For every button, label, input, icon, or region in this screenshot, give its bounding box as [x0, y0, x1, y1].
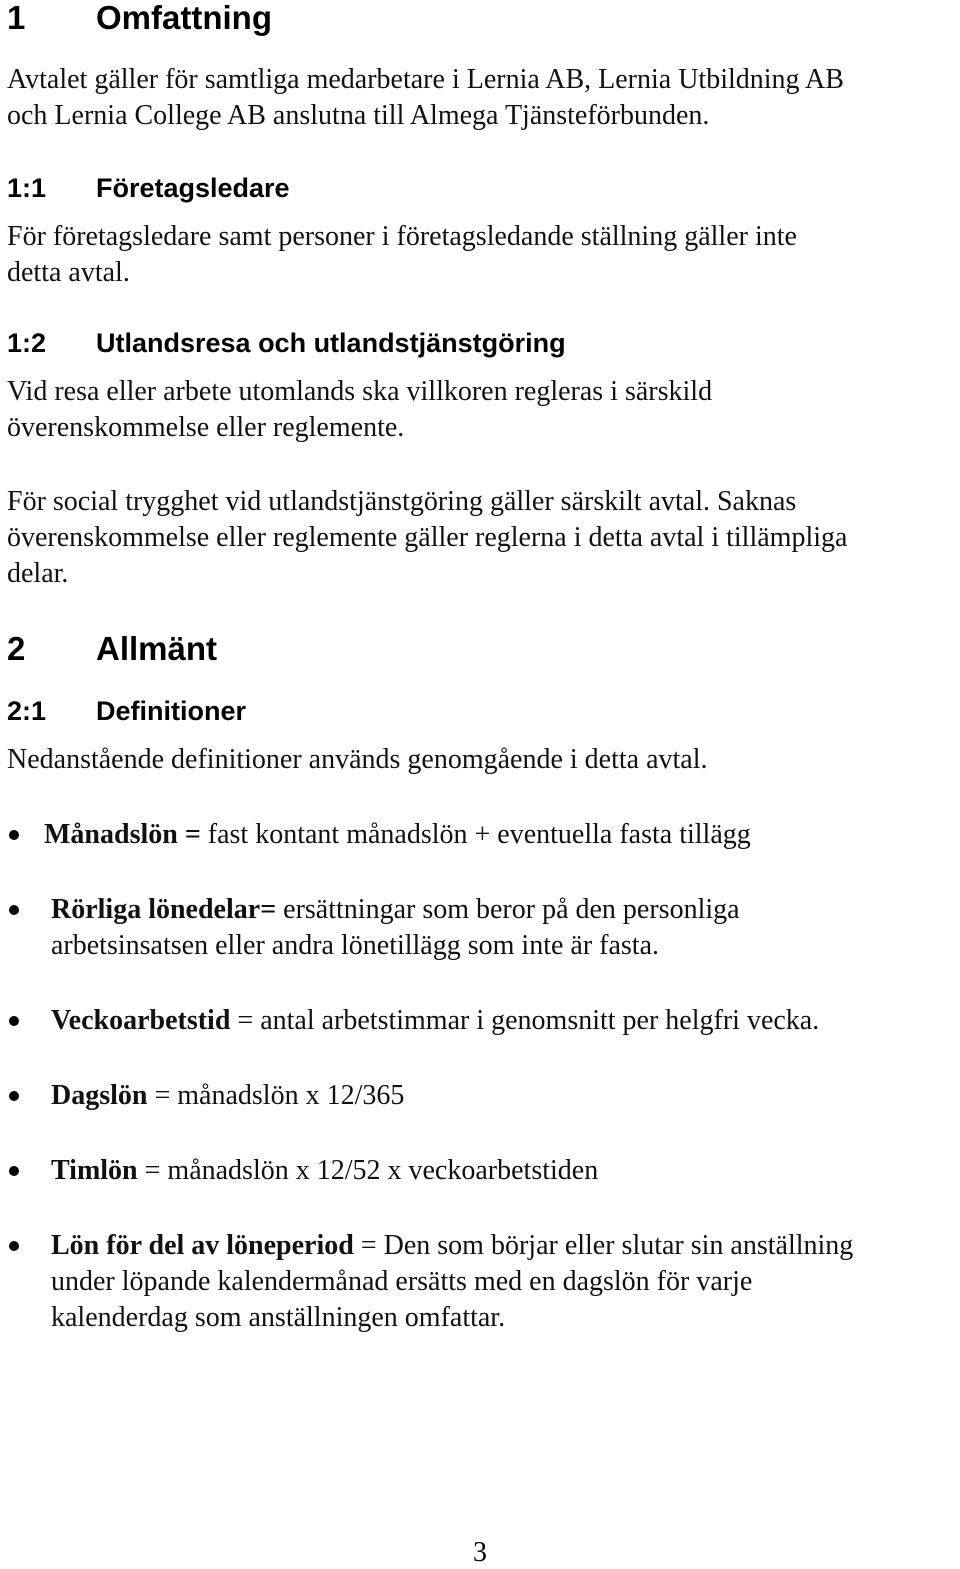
definition-term: Rörliga lönedelar=	[51, 894, 277, 925]
paragraph	[7, 62, 844, 134]
definition-text: kalenderdag som anställningen omfattar.	[51, 1302, 506, 1333]
paragraph	[7, 219, 797, 291]
text-line	[51, 1228, 853, 1264]
section-2-1-heading	[7, 695, 947, 727]
section-title: Omfattning	[96, 0, 272, 36]
list-item	[51, 1228, 853, 1336]
text-line: För social trygghet vid utlandstjänstgöring gäller särskilt avtal. Saknas	[7, 486, 797, 517]
text-line	[51, 1078, 404, 1114]
definition-text: ersättningar som beror på den personliga	[276, 894, 740, 925]
definition-term: Dagslön	[51, 1080, 148, 1111]
section-number: 1:1	[7, 173, 47, 203]
section-number: 2:1	[7, 696, 47, 726]
definition-text: = antal arbetstimmar i genomsnitt per helgfri vecka.	[230, 1005, 820, 1036]
text-line	[51, 1153, 598, 1189]
list-item	[44, 817, 751, 853]
page-number: 3	[473, 1537, 487, 1568]
text-line: detta avtal.	[7, 257, 130, 288]
definition-text: = Den som börjar eller slutar sin anställning	[353, 1230, 854, 1261]
section-1-2-heading	[7, 327, 947, 359]
text-line: och Lernia College AB anslutna till Almega Tjänsteförbunden.	[7, 100, 710, 131]
bullet-icon	[9, 905, 19, 915]
paragraph	[7, 374, 712, 446]
section-number: 2	[7, 630, 26, 667]
section-title: Utlandsresa och utlandstjänstgöring	[96, 328, 566, 358]
bullet-icon	[9, 1091, 19, 1101]
text-line: För företagsledare samt personer i företagsledande ställning gäller inte	[7, 221, 797, 252]
section-title: Företagsledare	[96, 173, 290, 203]
text-line: delar.	[7, 558, 69, 589]
definition-term: Lön för del av löneperiod	[51, 1230, 354, 1261]
definition-text: fast kontant månadslön + eventuella fasta tillägg	[200, 819, 751, 850]
definition-term: Veckoarbetstid	[51, 1005, 231, 1036]
text-line: Nedanstående definitioner används genomgående i detta avtal.	[7, 744, 708, 775]
section-2-heading	[7, 631, 947, 667]
definition-text: = månadslön x 12/365	[147, 1080, 405, 1111]
definition-text: arbetsinsatsen eller andra lönetillägg som inte är fasta.	[51, 930, 660, 961]
definition-text: = månadslön x 12/52 x veckoarbetstiden	[137, 1155, 599, 1186]
text-line: överenskommelse eller reglemente.	[7, 412, 405, 443]
bullet-icon	[9, 1166, 19, 1176]
list-item	[51, 892, 740, 964]
section-1-heading	[7, 0, 947, 36]
paragraph	[7, 742, 708, 778]
section-1-1-heading	[7, 172, 947, 204]
text-line: Avtalet gäller för samtliga medarbetare i Lernia AB, Lernia Utbildning AB	[7, 64, 844, 95]
text-line: Vid resa eller arbete utomlands ska villkoren regleras i särskild	[7, 376, 713, 407]
bullet-icon	[9, 1241, 19, 1251]
list-item	[51, 1078, 404, 1114]
list-item	[51, 1153, 598, 1189]
text-line	[51, 1003, 819, 1039]
bullet-icon	[9, 1016, 19, 1026]
bullet-icon	[9, 830, 19, 840]
definition-term: Timlön	[51, 1155, 138, 1186]
list-item	[51, 1003, 819, 1039]
section-number: 1:2	[7, 328, 47, 358]
paragraph	[7, 484, 847, 592]
definition-term: Månadslön =	[44, 819, 201, 850]
section-title: Allmänt	[96, 630, 218, 667]
text-line	[44, 817, 751, 853]
section-title: Definitioner	[96, 696, 247, 726]
text-line: överenskommelse eller reglemente gäller reglerna i detta avtal i tillämpliga	[7, 522, 848, 553]
section-number: 1	[7, 0, 26, 36]
definition-text: under löpande kalendermånad ersätts med en dagslön för varje	[51, 1266, 753, 1297]
text-line	[51, 892, 740, 928]
